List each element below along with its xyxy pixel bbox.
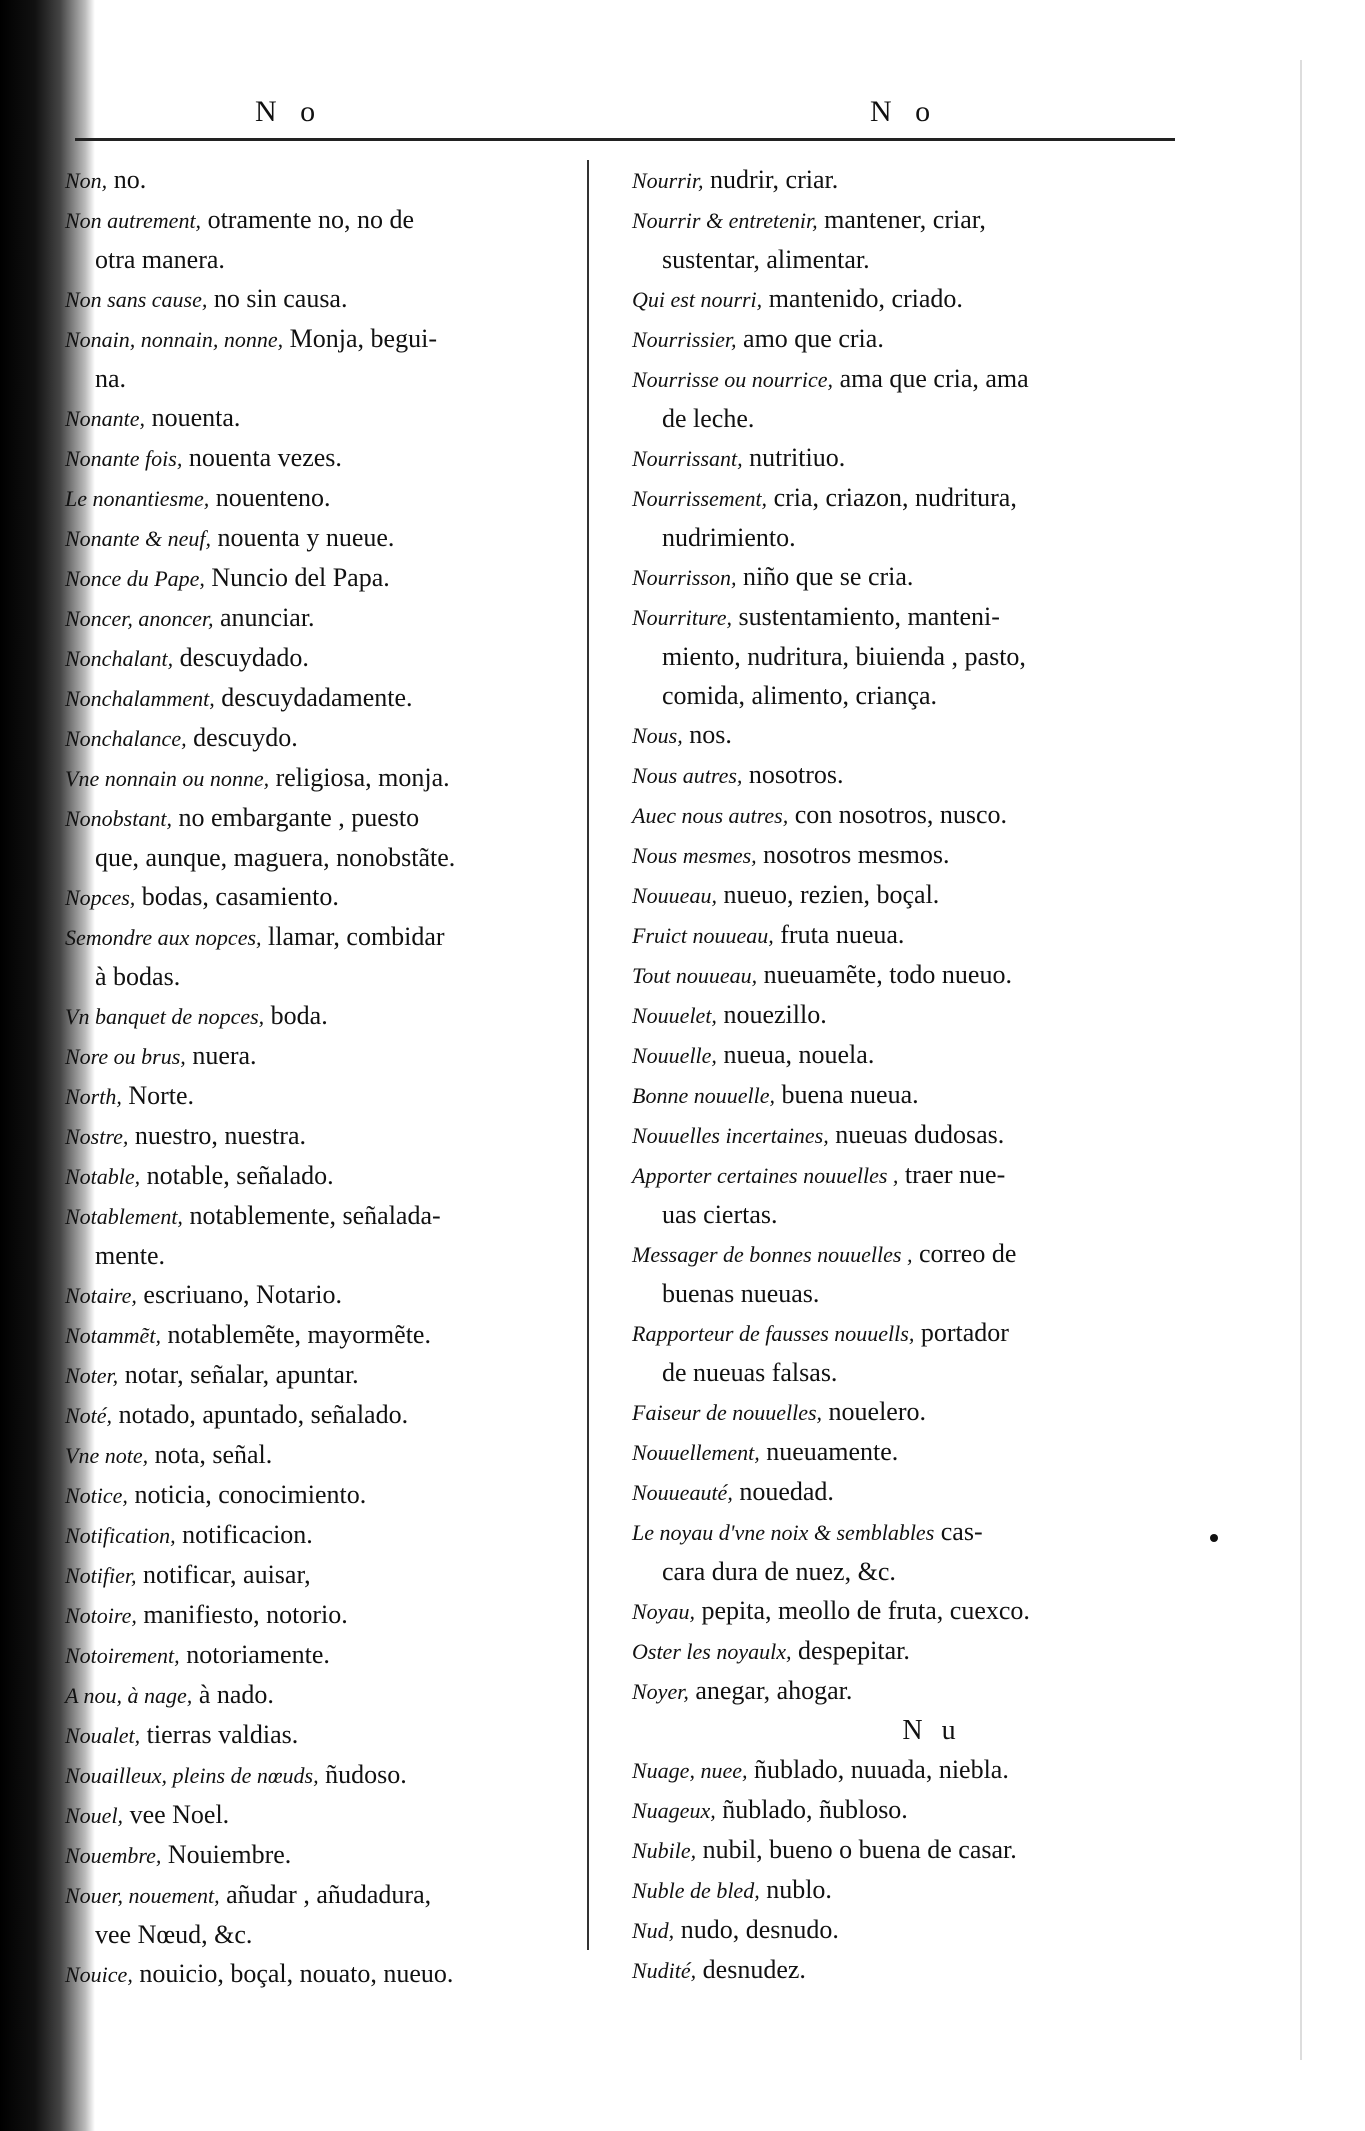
entry-continuation: mente. — [95, 1241, 166, 1270]
entry-gloss: no embargante , puesto — [178, 803, 420, 832]
entry-gloss: nudrir, criar. — [710, 165, 839, 194]
entry-headword: Vne nonnain ou nonne, — [65, 766, 270, 791]
entry-headword: A nou, à nage, — [65, 1683, 193, 1708]
dictionary-entry — [632, 995, 1172, 1035]
entry-headword: Nourrissier, — [632, 327, 737, 352]
dictionary-entry — [65, 398, 580, 438]
dictionary-entry — [65, 1355, 580, 1395]
entry-headword: Nonce du Pape, — [65, 566, 205, 591]
entry-continuation: sustentar, alimentar. — [662, 245, 870, 274]
dictionary-entry — [65, 877, 580, 917]
dictionary-entry — [65, 678, 580, 718]
dictionary-entry — [632, 279, 1172, 319]
entry-gloss: cas- — [940, 1517, 983, 1546]
entry-headword: Nous mesmes, — [632, 843, 757, 868]
dictionary-entry — [65, 319, 580, 398]
entry-headword: Nore ou brus, — [65, 1044, 186, 1069]
entry-headword: Semondre aux nopces, — [65, 925, 262, 950]
entry-headword: Notaire, — [65, 1283, 137, 1308]
dictionary-entry — [65, 917, 580, 996]
dictionary-entry — [632, 1313, 1172, 1392]
entry-gloss: llamar, combidar — [268, 922, 445, 951]
entry-gloss: manifiesto, notorio. — [143, 1600, 348, 1629]
entry-headword: Nourrisson, — [632, 565, 737, 590]
dictionary-entry — [65, 718, 580, 758]
entry-headword: Noualet, — [65, 1723, 141, 1748]
dictionary-entry — [632, 835, 1172, 875]
dictionary-entry — [65, 279, 580, 319]
entry-gloss: descuydo. — [193, 723, 298, 752]
entry-gloss: nosotros. — [748, 760, 844, 789]
entry-gloss: nueuo, rezien, boçal. — [723, 880, 940, 909]
entry-gloss: nouelero. — [828, 1397, 926, 1426]
entry-gloss: Nouiembre. — [167, 1840, 292, 1869]
dictionary-entry — [632, 875, 1172, 915]
entry-headword: Nuageux, — [632, 1798, 716, 1823]
entry-headword: Le noyau d'vne noix & semblables — [632, 1520, 935, 1545]
entry-continuation: na. — [95, 364, 127, 393]
entry-headword: Notammẽt, — [65, 1323, 161, 1348]
entry-continuation: que, aunque, maguera, nonobstãte. — [95, 843, 456, 872]
entry-gloss: no sin causa. — [213, 284, 348, 313]
entry-headword: Rapporteur de fausses nouuells, — [632, 1321, 915, 1346]
entry-continuation: de nueuas falsas. — [662, 1358, 838, 1387]
dictionary-entry — [65, 758, 580, 798]
entry-headword: Nubile, — [632, 1838, 697, 1863]
entry-continuation: uas ciertas. — [662, 1200, 778, 1229]
entry-gloss: traer nue- — [904, 1160, 1006, 1189]
entry-headword: Non autrement, — [65, 208, 202, 233]
entry-headword: Nourrissant, — [632, 446, 743, 471]
dictionary-entry — [65, 1595, 580, 1635]
entry-gloss: boda. — [270, 1001, 328, 1030]
dictionary-entry — [632, 1512, 1172, 1591]
entry-headword: Nuble de bled, — [632, 1878, 760, 1903]
dictionary-entry — [65, 1515, 580, 1555]
entry-headword: Notifier, — [65, 1563, 137, 1588]
entry-headword: Oster les noyaulx, — [632, 1639, 792, 1664]
right-column — [632, 160, 1172, 1990]
entry-headword: Auec nous autres, — [632, 803, 789, 828]
entry-gloss: nouenta y nueue. — [217, 523, 395, 552]
dictionary-entry — [632, 1750, 1172, 1790]
entry-gloss: otramente no, no de — [207, 205, 415, 234]
entry-headword: Nouer, nouement, — [65, 1883, 220, 1908]
dictionary-entry — [632, 319, 1172, 359]
dictionary-entry — [65, 1715, 580, 1755]
entry-headword: Nonchalamment, — [65, 686, 215, 711]
entry-gloss: fruta nueua. — [780, 920, 905, 949]
dictionary-entry — [65, 1196, 580, 1275]
entry-headword: Noté, — [65, 1403, 113, 1428]
entry-headword: Noyau, — [632, 1599, 695, 1624]
dictionary-entry — [65, 1076, 580, 1116]
entry-headword: Nouuelles incertaines, — [632, 1123, 829, 1148]
entry-gloss: nouedad. — [739, 1477, 834, 1506]
dictionary-entry — [65, 1635, 580, 1675]
entry-headword: Nouueauté, — [632, 1480, 733, 1505]
dictionary-entry — [65, 1156, 580, 1196]
entry-headword: Notable, — [65, 1164, 141, 1189]
entry-gloss: nueuamente. — [766, 1437, 899, 1466]
entry-gloss: nouicio, boçal, nouato, nueuo. — [139, 1959, 454, 1988]
dictionary-entry — [632, 597, 1172, 676]
entry-headword: Nourrir, — [632, 168, 704, 193]
entry-headword: Messager de bonnes nouuelles , — [632, 1242, 913, 1267]
dictionary-entry — [632, 200, 1172, 279]
entry-gloss: mantener, criar, — [824, 205, 986, 234]
entry-headword: Nopces, — [65, 885, 136, 910]
entry-gloss: nublo. — [766, 1875, 832, 1904]
dictionary-entry — [65, 1755, 580, 1795]
dictionary-entry — [632, 1830, 1172, 1870]
dictionary-entry — [65, 1036, 580, 1076]
dictionary-entry — [65, 1555, 580, 1595]
entry-headword: Notification, — [65, 1523, 176, 1548]
dictionary-entry — [65, 1954, 580, 1994]
entry-gloss: desnudez. — [702, 1955, 806, 1984]
entry-headword: Tout nouueau, — [632, 963, 758, 988]
entry-headword: Nudité, — [632, 1958, 697, 1983]
entry-gloss: añudar , añudadura, — [226, 1880, 432, 1909]
entry-gloss: bodas, casamiento. — [141, 882, 339, 911]
entry-gloss: ñublado, ñubloso. — [722, 1795, 908, 1824]
entry-gloss: notablemẽte, mayormẽte. — [167, 1320, 431, 1349]
dictionary-entry — [632, 1234, 1172, 1313]
entry-continuation: de leche. — [662, 404, 755, 433]
entry-headword: Nourriture, — [632, 605, 733, 630]
dictionary-entry — [65, 798, 580, 877]
entry-gloss: nuestro, nuestra. — [134, 1121, 306, 1150]
dictionary-entry — [632, 955, 1172, 995]
entry-headword: Faiseur de nouuelles, — [632, 1400, 823, 1425]
entry-headword: Nouice, — [65, 1962, 133, 1987]
entry-gloss: religiosa, monja. — [275, 763, 450, 792]
entry-gloss: descuydadamente. — [221, 683, 413, 712]
dictionary-entry — [65, 1475, 580, 1515]
entry-headword: Nouuelet, — [632, 1003, 717, 1028]
entry-gloss: nouenta vezes. — [188, 443, 342, 472]
dictionary-entry — [65, 1395, 580, 1435]
entry-gloss: correo de — [918, 1239, 1017, 1268]
entry-gloss: nutritiuo. — [749, 443, 846, 472]
entry-gloss: buena nueua. — [781, 1080, 919, 1109]
entry-gloss: notado, apuntado, señalado. — [118, 1400, 409, 1429]
entry-gloss: cria, criazon, nudritura, — [773, 483, 1017, 512]
dictionary-entry — [632, 438, 1172, 478]
entry-gloss: nueuamẽte, todo nueuo. — [763, 960, 1012, 989]
entry-headword: Nouel, — [65, 1803, 124, 1828]
entry-gloss: portador — [920, 1318, 1009, 1347]
entry-gloss: anunciar. — [219, 603, 315, 632]
running-head-left: N o — [255, 95, 324, 128]
page-header — [0, 95, 1365, 135]
entry-gloss: nubil, bueno o buena de casar. — [702, 1835, 1017, 1864]
dictionary-entry — [65, 200, 580, 279]
running-head-right: N o — [870, 95, 939, 128]
entry-gloss: noticia, conocimiento. — [134, 1480, 367, 1509]
entry-headword: Nouembre, — [65, 1843, 162, 1868]
entry-gloss: niño que se cria. — [743, 562, 914, 591]
dictionary-entry — [632, 1631, 1172, 1671]
entry-continuation: vee Nœud, &c. — [95, 1920, 253, 1949]
dictionary-entry — [65, 1435, 580, 1475]
entry-headword: Nourrir & entretenir, — [632, 208, 818, 233]
entry-gloss: notablemente, señalada- — [189, 1201, 441, 1230]
entry-headword: Noyer, — [632, 1679, 689, 1704]
dictionary-entry — [65, 438, 580, 478]
entry-headword: Le nonantiesme, — [65, 486, 210, 511]
entry-headword: Nud, — [632, 1918, 675, 1943]
entry-gloss: nueuas dudosas. — [835, 1120, 1005, 1149]
dictionary-entry — [65, 1835, 580, 1875]
dictionary-entry — [632, 478, 1172, 557]
entry-gloss: Monja, begui- — [289, 324, 437, 353]
entry-headword: Nonain, nonnain, nonne, — [65, 327, 284, 352]
dictionary-entry — [65, 478, 580, 518]
dictionary-entry — [65, 1116, 580, 1156]
entry-gloss: nouezillo. — [723, 1000, 827, 1029]
entry-gloss: nuera. — [192, 1041, 257, 1070]
entry-headword: Nouueau, — [632, 883, 717, 908]
entry-continuation: miento, nudritura, biuienda , pasto, — [662, 642, 1026, 671]
entry-gloss: amo que cria. — [743, 324, 884, 353]
entry-headword: Nourrissement, — [632, 486, 768, 511]
dictionary-entry — [632, 1035, 1172, 1075]
dictionary-entry — [65, 1875, 580, 1954]
entry-headword: Nonchalant, — [65, 646, 174, 671]
dictionary-entry — [65, 160, 580, 200]
entry-headword: Non sans cause, — [65, 287, 208, 312]
entry-headword: Apporter certaines nouuelles , — [632, 1163, 899, 1188]
entry-gloss: notable, señalado. — [146, 1161, 334, 1190]
entry-gloss: nosotros mesmos. — [763, 840, 950, 869]
entry-gloss: sustentamiento, manteni- — [738, 602, 1000, 631]
entry-headword: Bonne nouuelle, — [632, 1083, 775, 1108]
dictionary-entry — [632, 359, 1172, 438]
entry-gloss: nudo, desnudo. — [680, 1915, 839, 1944]
dictionary-entry — [65, 1315, 580, 1355]
left-column — [65, 160, 580, 1994]
entry-gloss: mantenido, criado. — [768, 284, 963, 313]
dictionary-entry — [65, 518, 580, 558]
dictionary-entry — [632, 1870, 1172, 1910]
entry-gloss: ñublado, nuuada, niebla. — [753, 1755, 1009, 1784]
dictionary-entry — [65, 1275, 580, 1315]
entry-gloss: tierras valdias. — [146, 1720, 299, 1749]
entry-gloss: no. — [113, 165, 147, 194]
dictionary-entry — [65, 996, 580, 1036]
entry-headword: Fruict nouueau, — [632, 923, 774, 948]
entry-headword: Nouuellement, — [632, 1440, 760, 1465]
entry-headword: Vn banquet de nopces, — [65, 1004, 265, 1029]
dictionary-entry — [632, 676, 1172, 715]
entry-headword: Nous autres, — [632, 763, 743, 788]
dictionary-entry — [632, 1910, 1172, 1950]
entry-headword: Nous, — [632, 723, 683, 748]
entry-gloss: escriuano, Notario. — [143, 1280, 342, 1309]
entry-headword: Nostre, — [65, 1124, 129, 1149]
entry-headword: Nonobstant, — [65, 806, 172, 831]
dictionary-entry — [632, 795, 1172, 835]
dictionary-entry — [632, 1432, 1172, 1472]
column-divider — [587, 160, 589, 1950]
dictionary-entry — [632, 715, 1172, 755]
dictionary-entry — [65, 638, 580, 678]
dictionary-entry — [632, 1671, 1172, 1711]
entry-gloss: nota, señal. — [154, 1440, 273, 1469]
entry-headword: Noter, — [65, 1363, 119, 1388]
entry-gloss: Nuncio del Papa. — [211, 563, 390, 592]
entry-headword: Nourrisse ou nourrice, — [632, 367, 834, 392]
entry-headword: Nonchalance, — [65, 726, 187, 751]
ink-dot — [1210, 1534, 1218, 1542]
entry-gloss: con nosotros, nusco. — [794, 800, 1008, 829]
entry-headword: Notice, — [65, 1483, 128, 1508]
dictionary-entry — [632, 1591, 1172, 1631]
entry-gloss: ama que cria, ama — [839, 364, 1029, 393]
entry-headword: Nonante, — [65, 406, 146, 431]
entry-gloss: despepitar. — [797, 1636, 910, 1665]
section-heading-nu: N u — [902, 1715, 962, 1746]
entry-headword: Vne note, — [65, 1443, 149, 1468]
dictionary-entry — [65, 1795, 580, 1835]
dictionary-entry — [632, 160, 1172, 200]
dictionary-entry — [632, 1115, 1172, 1155]
entry-continuation: à bodas. — [95, 962, 181, 991]
entry-headword: Nonante & neuf, — [65, 526, 212, 551]
dictionary-entry — [632, 755, 1172, 795]
entry-gloss: nouenta. — [151, 403, 241, 432]
entry-gloss: pepita, meollo de fruta, cuexco. — [701, 1596, 1030, 1625]
dictionary-entry — [632, 1392, 1172, 1432]
entry-gloss: comida, alimento, criança. — [662, 681, 938, 710]
entry-gloss: notar, señalar, apuntar. — [124, 1360, 359, 1389]
entry-gloss: Norte. — [128, 1081, 195, 1110]
dictionary-entry — [65, 558, 580, 598]
entry-gloss: anegar, ahogar. — [695, 1676, 853, 1705]
entry-headword: Notoirement, — [65, 1643, 180, 1668]
dictionary-entry — [632, 557, 1172, 597]
dictionary-entry — [632, 1472, 1172, 1512]
entry-continuation: otra manera. — [95, 245, 225, 274]
entry-gloss: notificar, auisar, — [143, 1560, 311, 1589]
entry-continuation: buenas nueuas. — [662, 1279, 820, 1308]
entry-gloss: à nado. — [198, 1680, 274, 1709]
entry-headword: Noncer, anoncer, — [65, 606, 214, 631]
header-rule — [75, 138, 1175, 141]
dictionary-entry — [65, 598, 580, 638]
dictionary-entry — [632, 1075, 1172, 1115]
entry-continuation: cara dura de nuez, &c. — [662, 1557, 896, 1586]
entry-headword: Nuage, nuee, — [632, 1758, 748, 1783]
entry-headword: Nonante fois, — [65, 446, 183, 471]
entry-gloss: nos. — [689, 720, 732, 749]
entry-gloss: nueua, nouela. — [723, 1040, 875, 1069]
entry-headword: Notablement, — [65, 1204, 183, 1229]
entry-headword: Qui est nourri, — [632, 287, 763, 312]
entry-headword: Notoire, — [65, 1603, 137, 1628]
entry-continuation: nudrimiento. — [662, 523, 796, 552]
entry-gloss: notificacion. — [182, 1520, 313, 1549]
entry-gloss: descuydado. — [179, 643, 309, 672]
dictionary-entry — [65, 1675, 580, 1715]
entry-gloss: vee Noel. — [129, 1800, 230, 1829]
dictionary-entry — [632, 1950, 1172, 1990]
entry-gloss: ñudoso. — [325, 1760, 407, 1789]
dictionary-entry — [632, 1790, 1172, 1830]
page-edge — [1300, 60, 1302, 2060]
entry-gloss: notoriamente. — [186, 1640, 330, 1669]
entry-headword: North, — [65, 1084, 122, 1109]
entry-headword: Nouailleux, pleins de nœuds, — [65, 1763, 319, 1788]
dictionary-entry — [632, 1155, 1172, 1234]
entry-headword: Non, — [65, 168, 108, 193]
dictionary-entry — [632, 915, 1172, 955]
entry-gloss: nouenteno. — [215, 483, 331, 512]
entry-headword: Nouuelle, — [632, 1043, 717, 1068]
